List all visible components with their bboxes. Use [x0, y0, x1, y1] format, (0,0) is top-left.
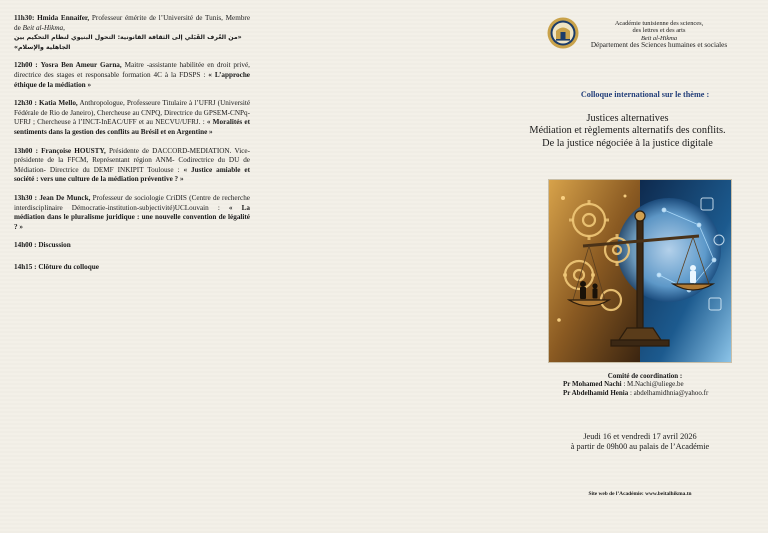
committee-member-2: [545, 389, 745, 397]
colloque-theme: [500, 113, 755, 150]
dates-line1: Jeudi 16 et vendredi 17 avril 2026: [583, 432, 697, 441]
talk-title: « Justice amiable et société : vers une culture de la médiation préventive ? »: [14, 165, 250, 184]
program-entry-1: [14, 14, 250, 52]
entry-time: 13h30 :: [14, 193, 38, 202]
bio-punct: ,: [63, 23, 65, 32]
academy-name-line2: des lettres et des arts: [632, 27, 686, 35]
talk-title: « Moralités et sentiments dans la gestion des conflits au Brésil et en Argentine »: [14, 118, 250, 136]
program-entry-4: [14, 147, 250, 185]
entry-time: 12h00 :: [14, 61, 38, 70]
speaker-name: Jean De Munck,: [39, 193, 91, 202]
program-entry-3: [14, 99, 250, 137]
speaker-name: Françoise HOUSTY,: [41, 146, 106, 155]
speaker-bio: Anthropologue, Professeure Titulaire à l’UFRJ (Université Fédérale de Rio de Janeiro), Chercheuse au CNPQ, Directrice du GPSEM-CNPq-UFRJ ; Chercheuse à l’INCT-InEAC/UFF et au NECVU/UFRJ. :: [14, 99, 251, 127]
event-dates: [540, 432, 740, 452]
speaker-bio: Présidente de DACCORD-MEDIATION. Vice-présidente de la FFCM, Représentant région ANM- Codirectrice du DU de Médiation- Directrice du DEMF INKIPIT Toulouse :: [14, 146, 250, 174]
dates-line2: à partir de 09h00 au palais de l’Académie: [570, 442, 710, 452]
member-email: : M.Nachi@uliege.be: [623, 380, 684, 389]
theme-line1: Justices alternatives: [586, 113, 669, 124]
coordination-committee: [545, 372, 745, 397]
talk-title: « L’approche éthique de la médiation »: [14, 70, 251, 89]
theme-line3: De la justice négociée à la justice digitale: [542, 137, 713, 149]
talk-title-arabic: «من العُرف القَبَلي إلى الثقافة القانونية: التحول البنيوي لنظام التحكيم بين الجاهلية والإسلام»: [14, 34, 242, 51]
committee-title: Comité de coordination :: [607, 372, 683, 380]
program-column: [14, 14, 250, 284]
theme-line2: Médiation et règlements alternatifs des conflits.: [529, 125, 726, 137]
academy-name-line3: Beit al-Hikma: [640, 34, 678, 42]
scales-of-justice-illustration: [548, 179, 732, 363]
member-name: Pr Mohamed Nachi: [563, 380, 622, 389]
program-entry-5: [14, 194, 250, 232]
entry-time: 11h30:: [14, 14, 35, 22]
academy-logo-icon: [547, 17, 579, 49]
speaker-bio: Professeur de sociologie CriDIS (Centre de recherche interdisciplinaire Démocratie-institution-subjectivité)UCLouvain :: [14, 193, 250, 212]
discussion-slot: 14h00 : Discussion: [14, 241, 71, 250]
speaker-bio: Professeur émérite de l’Université de Tunis, Membre de: [14, 14, 251, 32]
academy-name-line1: Académie tunisienne des sciences,: [614, 20, 704, 27]
entry-time: 13h00 :: [14, 146, 38, 155]
academy-website: Site web de l’Académie: www.beitalhikma.tn: [588, 491, 692, 497]
colloque-label: Colloque international sur le thème :: [580, 90, 710, 99]
member-name: Pr Abdelhamid Henia: [563, 388, 629, 397]
speaker-bio: Maitre -assistante habilitée en droit privé, directrice des stages et responsable formation 4C à la FDSPS :: [14, 61, 250, 79]
speaker-affiliation: Beit al-Hikma: [22, 23, 64, 32]
closing-slot: 14h15 : Clôture du colloque: [14, 262, 99, 271]
committee-member-1: [545, 380, 745, 388]
speaker-name: Yosra Ben Ameur Garna,: [40, 61, 122, 70]
department-name: Département des Sciences humaines et sociales: [590, 41, 728, 50]
speaker-name: Katia Mello,: [39, 99, 78, 108]
academy-header: [584, 20, 734, 50]
talk-title: « La médiation dans le pluralisme juridique : une nouvelle convention de légalité ? »: [14, 203, 251, 231]
program-entry-2: [14, 61, 250, 90]
member-email: : abdelhamidhnia@yahoo.fr: [629, 388, 709, 397]
entry-time: 12h30 :: [14, 99, 37, 108]
speaker-name: Hmida Ennaifer,: [37, 14, 90, 22]
